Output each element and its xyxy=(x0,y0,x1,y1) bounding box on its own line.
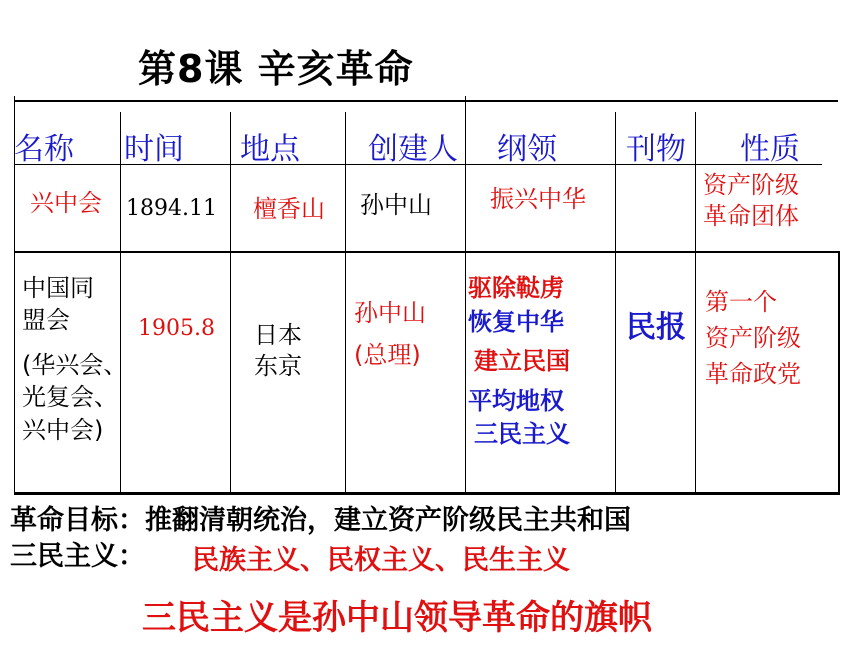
row2-name-line3: (华兴会、 xyxy=(22,350,128,379)
row2-nature-line2: 资产阶级 xyxy=(705,324,801,352)
row1-place: 檀香山 xyxy=(253,195,325,223)
row2-name-line4: 光复会、 xyxy=(22,383,118,412)
row2-program-line1: 驱除鞑虏 xyxy=(468,274,564,302)
row2-name-line2: 盟会 xyxy=(22,306,70,335)
row2-time: 1905.8 xyxy=(138,316,215,341)
row1-founder: 孙中山 xyxy=(360,191,432,219)
row1-time: 1894.11 xyxy=(126,196,217,221)
header-time: 时间 xyxy=(124,132,184,167)
row1-nature xyxy=(703,170,799,232)
row2-program-line5: 三民主义 xyxy=(474,420,570,449)
header-publication: 刊物 xyxy=(626,132,686,167)
row2-founder xyxy=(354,292,426,376)
row2-name-line5: 兴中会) xyxy=(22,415,104,444)
three-principles-label: 三民主义： xyxy=(10,541,145,572)
row2-nature-line3: 革命政党 xyxy=(705,360,801,388)
three-principles-value: 民族主义、民权主义、民生主义 xyxy=(192,545,570,576)
row2-place-line1: 日本 xyxy=(254,321,302,349)
row2-nature xyxy=(705,284,801,392)
page-title: 第8课 辛亥革命 xyxy=(138,47,414,91)
row1-nature-line1: 资产阶级 xyxy=(703,171,799,199)
row2-place xyxy=(254,320,302,382)
revolution-goal: 革命目标：推翻清朝统治，建立资产阶级民主共和国 xyxy=(10,505,631,536)
row2-founder-line2: (总理) xyxy=(354,341,421,369)
row2-program-line2: 恢复中华 xyxy=(468,307,564,336)
row2-founder-line1: 孙中山 xyxy=(354,299,426,327)
header-nature: 性质 xyxy=(740,132,800,167)
header-founder: 创建人 xyxy=(368,132,458,167)
row2-program-line4: 平均地权 xyxy=(468,386,564,415)
row1-nature-line2: 革命团体 xyxy=(703,202,799,231)
row2-publication: 民报 xyxy=(626,310,686,345)
row2-name-line1: 中国同 xyxy=(22,274,94,302)
row2-name xyxy=(22,272,127,446)
header-name: 名称 xyxy=(14,132,74,167)
row2-nature-line1: 第一个 xyxy=(705,288,777,316)
row1-name: 兴中会 xyxy=(30,189,102,217)
row2-program-line3: 建立民国 xyxy=(474,347,570,376)
header-place: 地点 xyxy=(240,132,300,167)
header-program: 纲领 xyxy=(497,132,557,167)
row2-program xyxy=(468,272,570,452)
conclusion: 三民主义是孙中山领导革命的旗帜 xyxy=(142,598,652,638)
row1-program: 振兴中华 xyxy=(490,185,586,213)
row2-place-line2: 东京 xyxy=(254,352,302,381)
